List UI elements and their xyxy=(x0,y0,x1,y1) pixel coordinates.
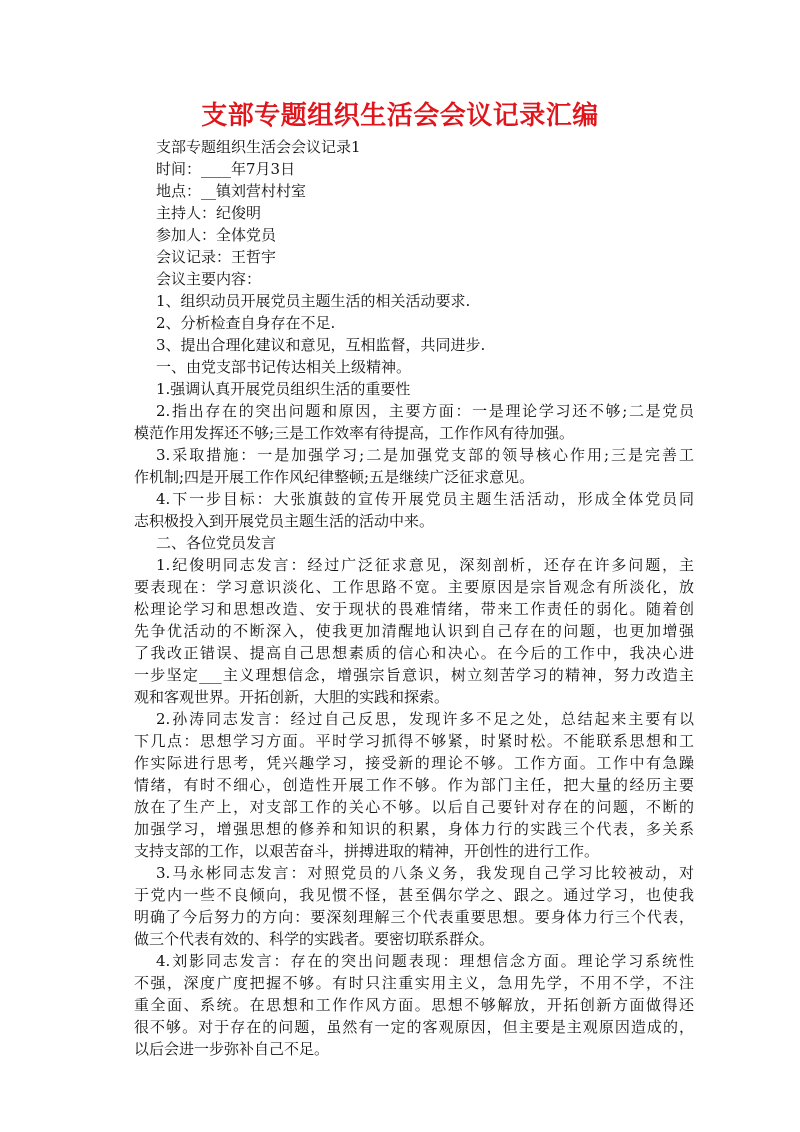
body-line: 加强学习，增强思想的修养和知识的积累，身体力行的实践三个代表，多关系 xyxy=(134,820,694,838)
body-line: 作机制;四是开展工作作风纪律整顿;五是继续广泛征求意见。 xyxy=(134,468,535,486)
body-line: 一、由党支部书记传达相关上级精神。 xyxy=(156,358,412,376)
body-line: 3.采取措施：一是加强学习;二是加强党支部的领导核心作用;三是完善工 xyxy=(156,446,694,464)
body-line: 不强，深度广度把握不够。有时只注重实用主义，急用先学，不用不学，不注 xyxy=(134,974,694,992)
body-line: 了我改正错误、提高自己思想素质的信心和决心。在今后的工作中，我决心进 xyxy=(134,644,694,662)
body-line: 2.孙涛同志发言：经过自己反思，发现许多不足之处，总结起来主要有以 xyxy=(156,710,694,728)
meeting-time: 时间：____年7月3日 xyxy=(156,160,296,178)
meeting-attendees: 参加人：全体党员 xyxy=(156,226,277,244)
body-line: 4.刘影同志发言：存在的突出问题表现：理想信念方面。理论学习系统性 xyxy=(156,952,694,970)
body-line: 1.强调认真开展党员组织生活的重要性 xyxy=(156,380,411,398)
main-content-heading: 会议主要内容： xyxy=(156,270,262,288)
body-line: 支持支部的工作，以艰苦奋斗，拼搏进取的精神，开创性的进行工作。 xyxy=(134,842,600,860)
body-line: 下几点：思想学习方面。平时学习抓得不够紧，时紧时松。不能联系思想和工 xyxy=(134,732,694,750)
meeting-recorder: 会议记录：王哲宇 xyxy=(156,248,277,266)
body-line: 3.马永彬同志发言：对照党员的八条义务，我发现自己学习比较被动，对 xyxy=(156,864,694,882)
meeting-place: 地点：__镇刘营村村室 xyxy=(156,182,307,200)
body-line: 二、各位党员发言 xyxy=(156,534,277,552)
body-line: 很不够。对于存在的问题，虽然有一定的客观原因，但主要是主观原因造成的， xyxy=(134,1018,694,1036)
document-title: 支部专题组织生活会会议记录汇编 xyxy=(201,101,599,131)
body-line: 2.指出存在的突出问题和原因，主要方面：一是理论学习还不够;二是党员 xyxy=(156,402,694,420)
body-line: 观和客观世界。开拓创新，大胆的实践和探索。 xyxy=(134,688,450,706)
body-line: 1、组织动员开展党员主题生活的相关活动要求. xyxy=(156,292,471,310)
body-line: 1.纪俊明同志发言：经过广泛征求意见，深刻剖析，还存在许多问题，主 xyxy=(156,556,694,574)
body-line: 做三个代表有效的、科学的实践者。要密切联系群众。 xyxy=(134,930,495,948)
body-line: 2、分析检查自身存在不足. xyxy=(156,314,336,332)
body-line: 先争优活动的不断深入，使我更加清醒地认识到自己存在的问题，也更加增强 xyxy=(134,622,694,640)
body-line: 志积极投入到开展党员主题生活的活动中来。 xyxy=(134,512,435,530)
body-line: 要表现在：学习意识淡化、工作思路不宽。主要原因是宗旨观念有所淡化，放 xyxy=(134,578,694,596)
body-line: 于党内一些不良倾向，我见惯不怪，甚至偶尔学之、跟之。通过学习，也使我 xyxy=(134,886,694,904)
body-line: 以后会进一步弥补自己不足。 xyxy=(134,1040,330,1058)
body-line: 模范作用发挥还不够;三是工作效率有待提高，工作作风有待加强。 xyxy=(134,424,575,442)
body-line: 放在了生产上，对支部工作的关心不够。以后自己要针对存在的问题，不断的 xyxy=(134,798,694,816)
body-line: 作实际进行思考，凭兴趣学习，接受新的理论不够。工作方面。工作中有急躁 xyxy=(134,754,694,772)
body-text xyxy=(134,290,694,1060)
document-body xyxy=(134,136,694,1060)
record-subtitle: 支部专题组织生活会会议记录1 xyxy=(156,138,361,156)
body-line: 明确了今后努力的方向：要深刻理解三个代表重要思想。要身体力行三个代表， xyxy=(134,908,694,926)
body-line: 重全面、系统。在思想和工作作风方面。思想不够解放，开拓创新方面做得还 xyxy=(134,996,694,1014)
body-line: 情绪，有时不细心，创造性开展工作不够。作为部门主任，把大量的经历主要 xyxy=(134,776,694,794)
body-line: 3、提出合理化建议和意见，互相监督，共同进步. xyxy=(156,336,486,354)
body-line: 4.下一步目标：大张旗鼓的宣传开展党员主题生活活动，形成全体党员同 xyxy=(156,490,694,508)
body-line: 松理论学习和思想改造、安于现状的畏难情绪，带来工作责任的弱化。随着创 xyxy=(134,600,694,618)
body-line: 一步坚定___主义理想信念，增强宗旨意识，树立刻苦学习的精神，努力改造主 xyxy=(134,666,694,684)
meeting-host: 主持人：纪俊明 xyxy=(156,204,262,222)
